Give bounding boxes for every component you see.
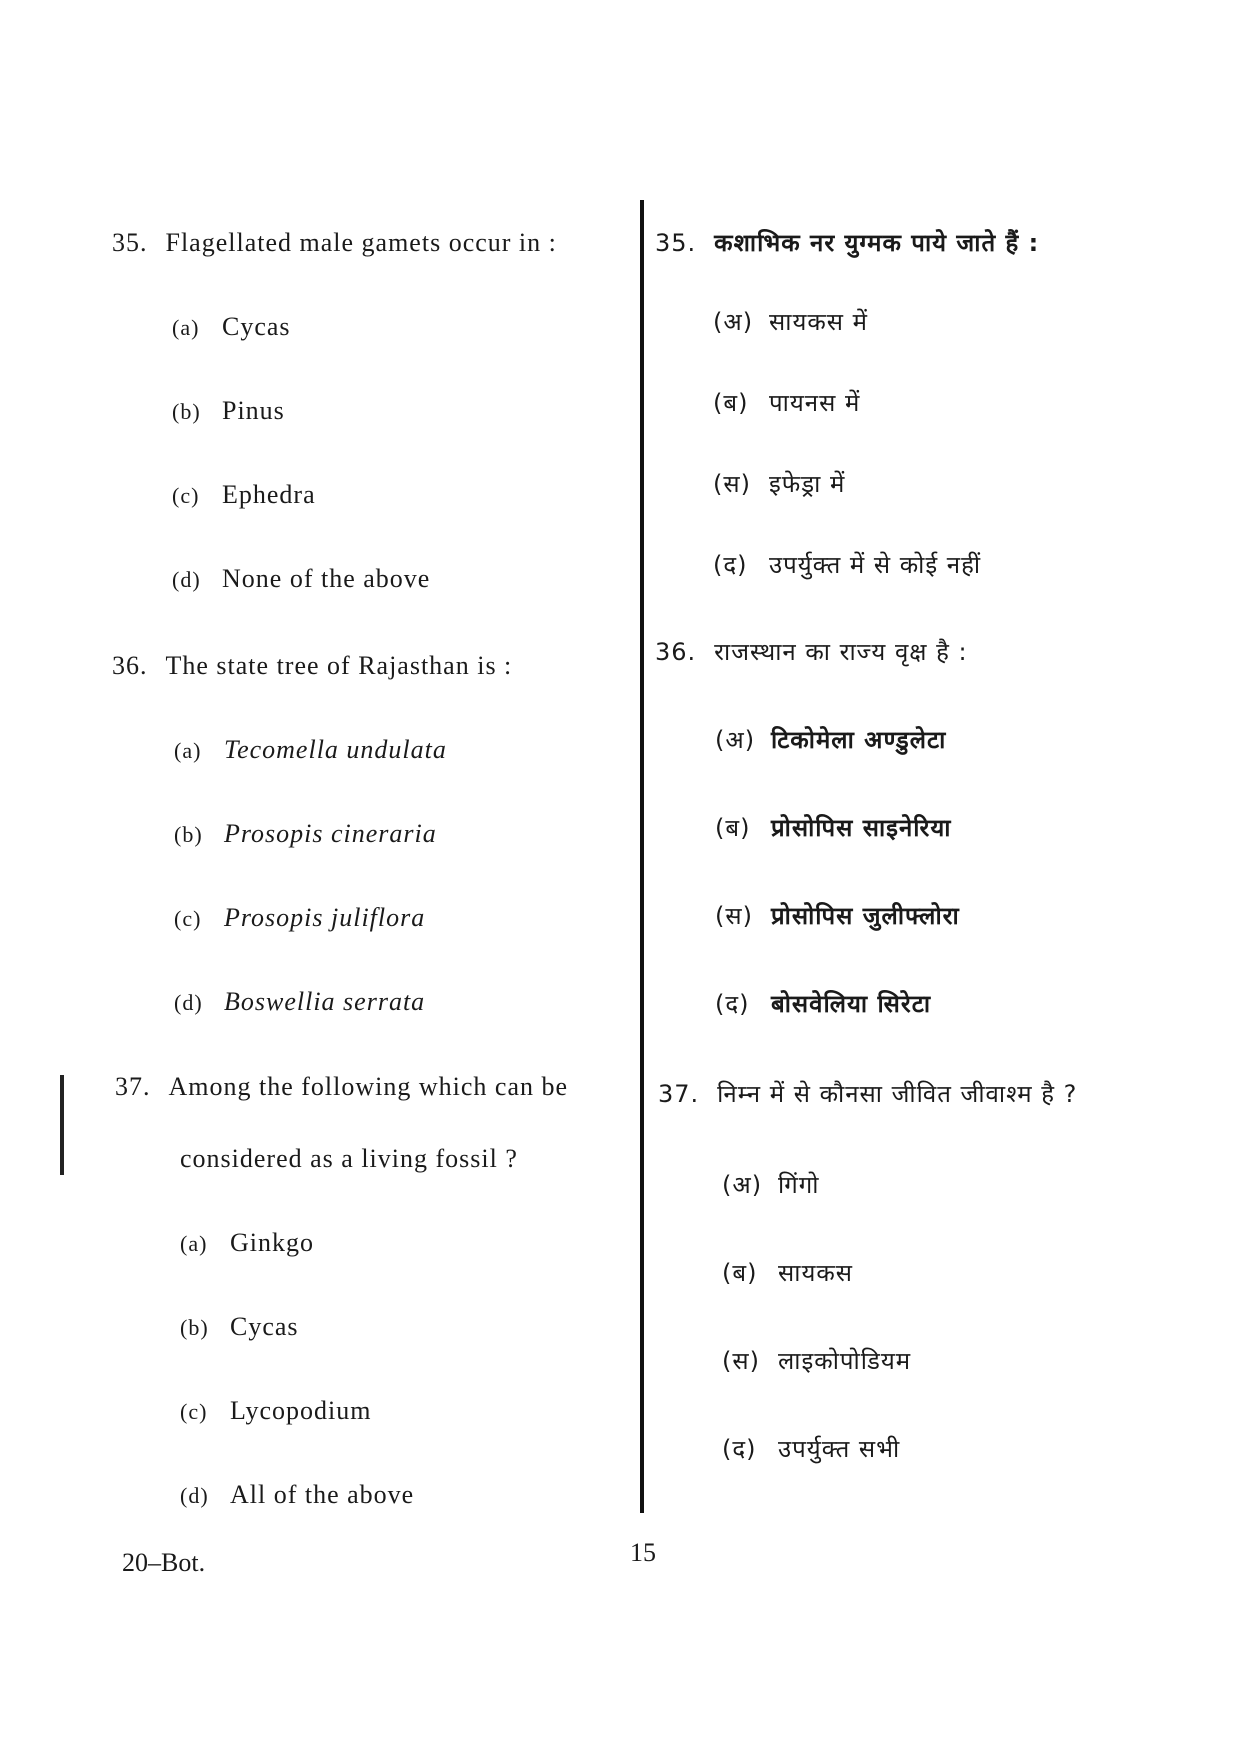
question-text: 35. कशाभिक नर युग्मक पाये जाते हैं :: [655, 229, 1040, 257]
option-c: (c) Ephedra: [172, 480, 316, 509]
question-text: 37. Among the following which can be: [115, 1072, 569, 1101]
question-number: 36.: [655, 638, 697, 666]
option-a: (अ) गिंगो: [722, 1171, 820, 1199]
option-c: (c) Prosopis juliflora: [174, 903, 426, 932]
option-a: (a) Tecomella undulata: [174, 735, 447, 764]
question-number: 36.: [112, 651, 148, 680]
option-d: (द) उपर्युक्त में से कोई नहीं: [713, 551, 982, 579]
footer-code: 20–Bot.: [122, 1548, 206, 1577]
option-a: (a) Cycas: [172, 312, 291, 341]
option-d: (d) All of the above: [180, 1480, 415, 1509]
option-c: (स) लाइकोपोडियम: [722, 1347, 912, 1375]
question-text: 36. The state tree of Rajasthan is :: [112, 651, 513, 680]
option-d: (d) Boswellia serrata: [174, 987, 426, 1016]
option-b: (ब) पायनस में: [713, 389, 861, 417]
scan-margin-mark: [60, 1075, 64, 1175]
page-number: 15: [630, 1538, 656, 1567]
question-text: 36. राजस्थान का राज्य वृक्ष है :: [655, 638, 968, 666]
question-number: 37.: [115, 1072, 151, 1101]
question-text-line2: considered as a living fossil ?: [180, 1144, 518, 1173]
option-b: (ब) प्रोसोपिस साइनेरिया: [715, 814, 952, 842]
option-d: (द) बोसवेलिया सिरेटा: [715, 990, 932, 1018]
option-a: (अ) टिकोमेला अण्डुलेटा: [715, 726, 947, 754]
option-b: (ब) सायकस: [722, 1259, 854, 1287]
option-d: (d) None of the above: [172, 564, 431, 593]
option-b: (b) Cycas: [180, 1312, 299, 1341]
question-text: 37. निम्न में से कौनसा जीवित जीवाश्म है ?: [658, 1080, 1078, 1108]
question-number: 35.: [112, 228, 148, 257]
question-number: 37.: [658, 1080, 700, 1108]
option-c: (c) Lycopodium: [180, 1396, 372, 1425]
option-c: (स) प्रोसोपिस जुलीफ्लोरा: [715, 902, 960, 930]
option-d: (द) उपर्युक्त सभी: [722, 1435, 901, 1463]
option-b: (b) Pinus: [172, 396, 285, 425]
question-number: 35.: [655, 229, 697, 257]
option-b: (b) Prosopis cineraria: [174, 819, 437, 848]
option-a: (a) Ginkgo: [180, 1228, 314, 1257]
option-a: (अ) सायकस में: [713, 308, 868, 336]
column-divider: [640, 200, 644, 1513]
question-text: 35. Flagellated male gamets occur in :: [112, 228, 557, 257]
option-c: (स) इफेड्रा में: [713, 470, 846, 498]
